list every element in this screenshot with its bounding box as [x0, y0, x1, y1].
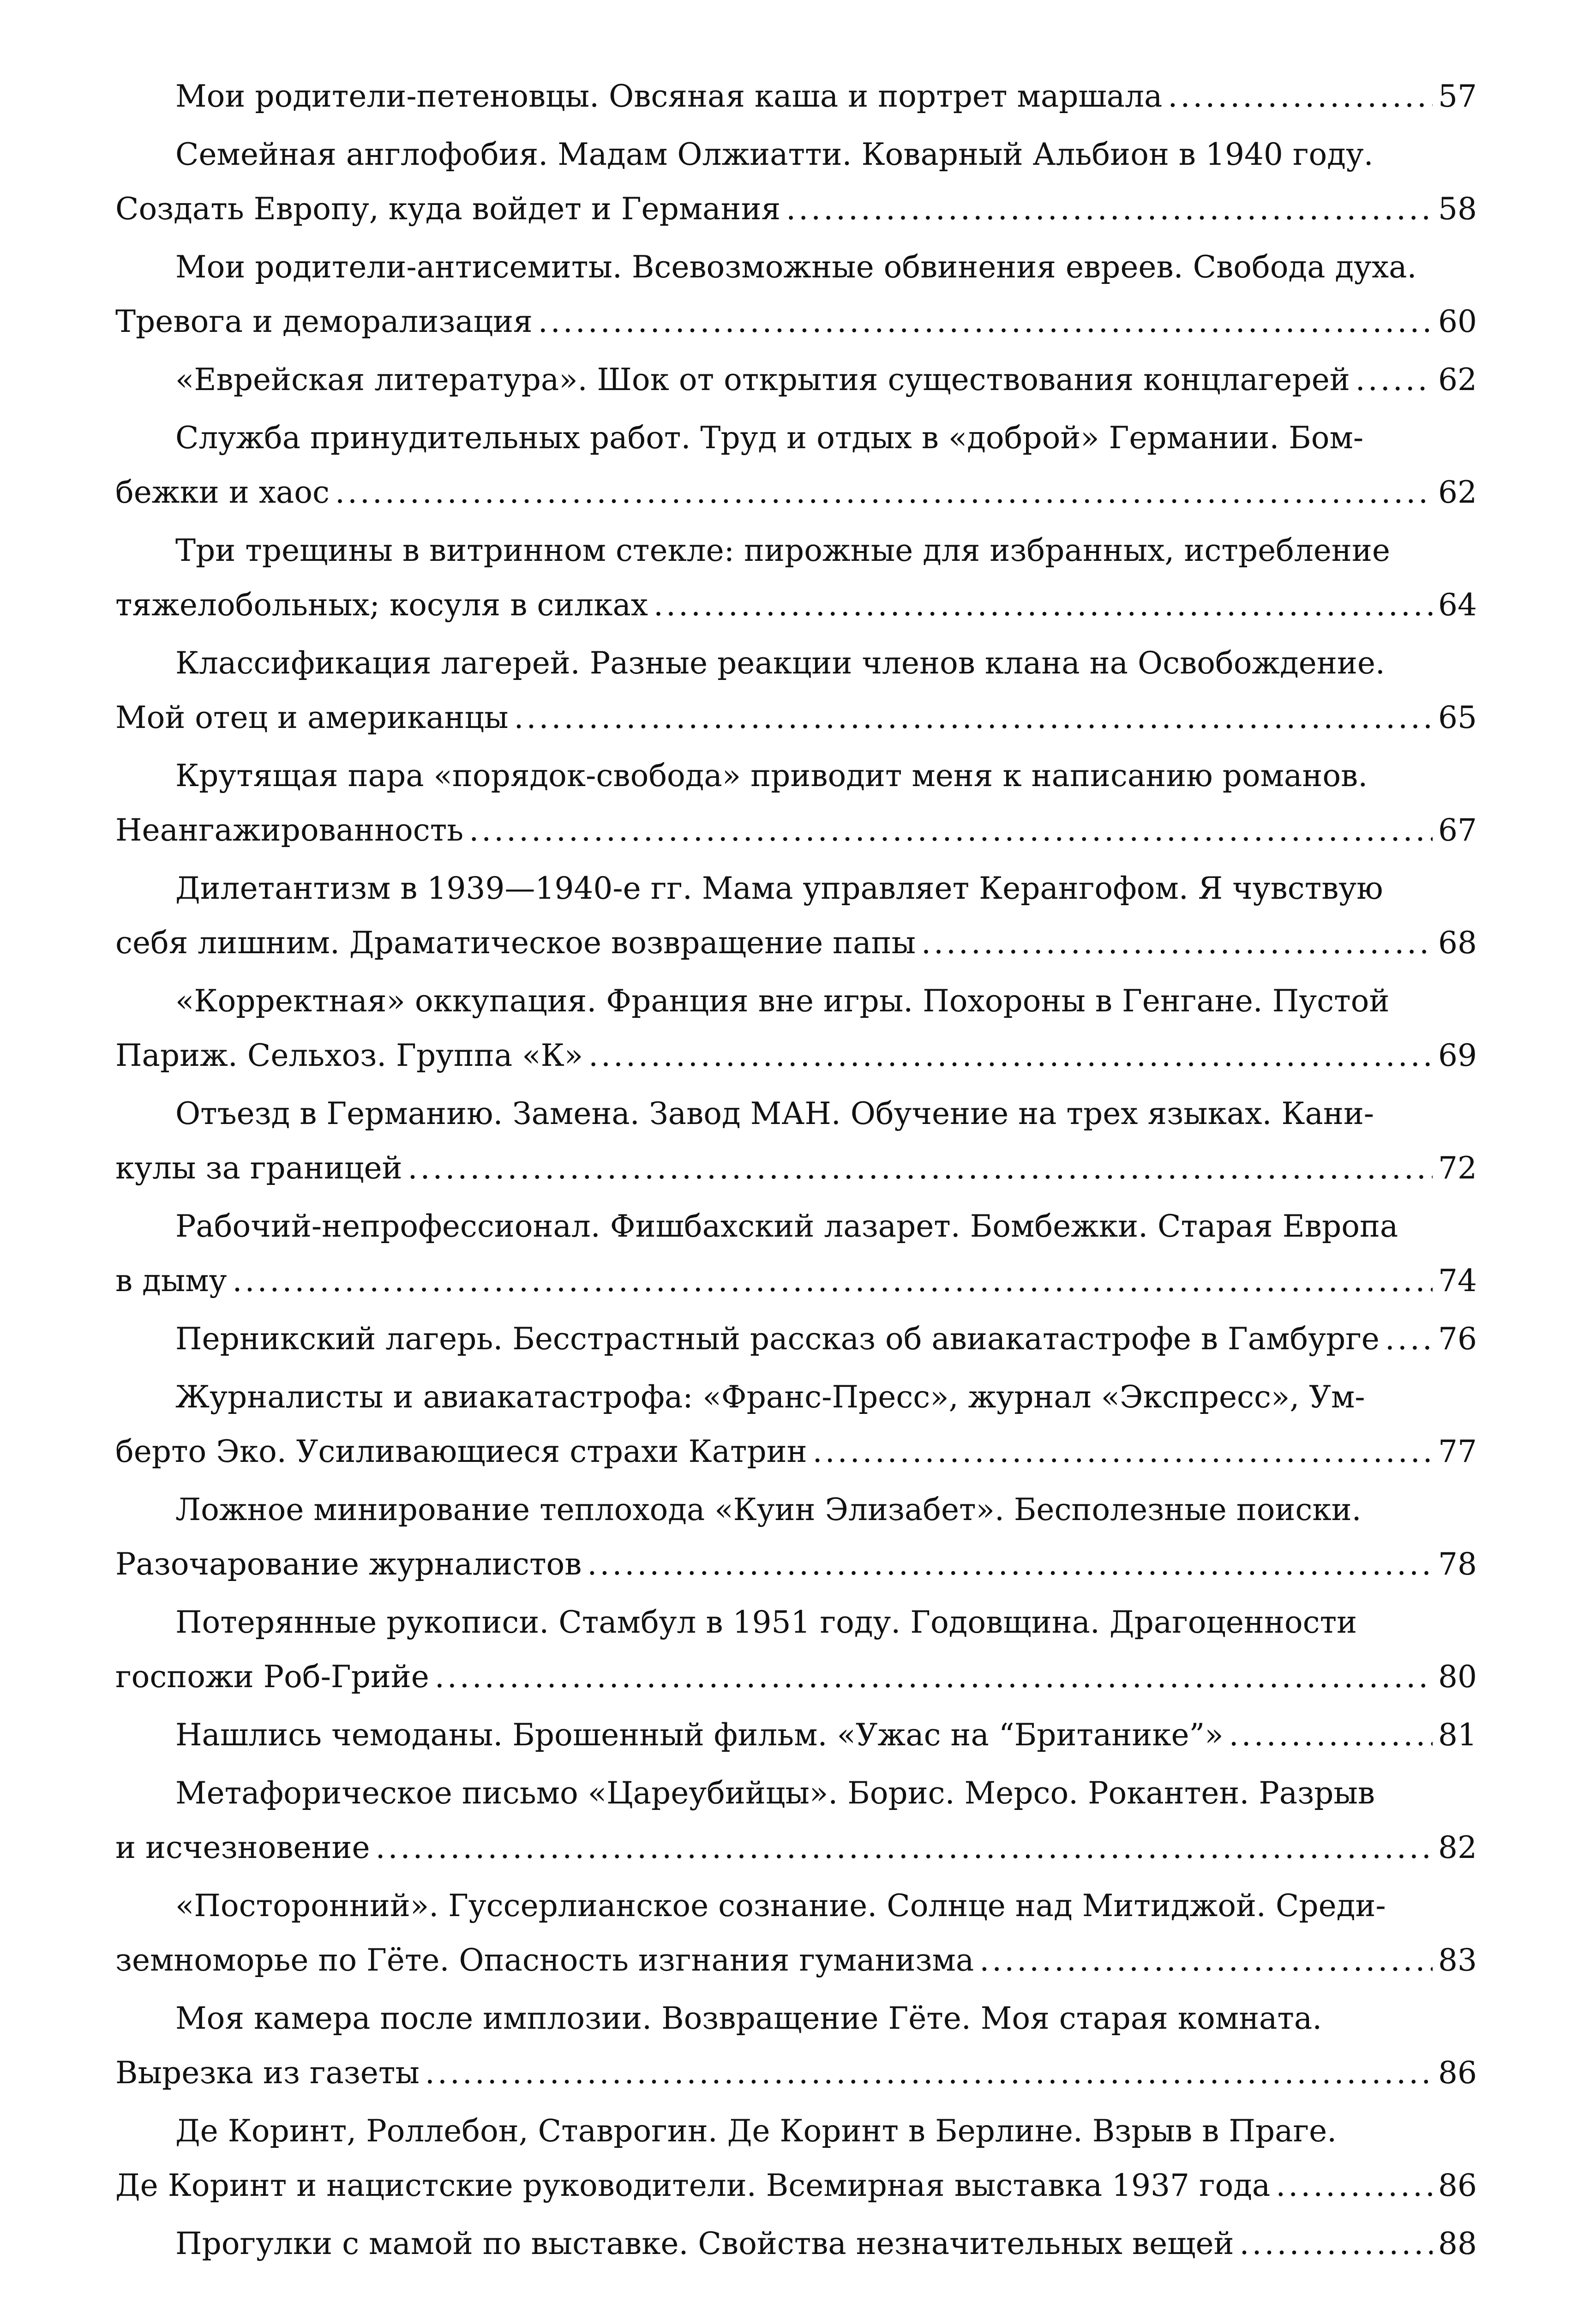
toc-page-number: 60: [1438, 304, 1477, 339]
toc-entry: [115, 2217, 1477, 2271]
toc-entry-text: и исчезновение: [115, 1830, 370, 1865]
toc-page-number: 65: [1438, 700, 1477, 735]
toc-entry-text: Классификация лагерей. Разные реакции членов клана на Освобождение.: [175, 645, 1385, 681]
dot-leader: [588, 1028, 1433, 1083]
toc-entry: [115, 1991, 1477, 2100]
toc-entry-line: [115, 1199, 1477, 1254]
toc-page-number: 58: [1438, 191, 1477, 227]
toc-entry-line: [115, 1708, 1477, 1762]
toc-entry-line: [115, 2046, 1477, 2100]
toc-entry-text: Отъезд в Германию. Замена. Завод МАН. Обучение на трех языках. Кани-: [175, 1096, 1374, 1131]
toc-entry-line: [115, 69, 1477, 124]
dot-leader: [425, 2046, 1433, 2100]
dot-leader: [786, 182, 1433, 236]
toc-page-number: 81: [1438, 1717, 1477, 1753]
toc-entry-line: [115, 1879, 1477, 1933]
toc-entry-text: Де Коринт, Роллебон, Ставрогин. Де Коринт в Берлине. Взрыв в Праге.: [175, 2113, 1337, 2149]
toc-entry-text: в дыму: [115, 1263, 227, 1298]
toc-entry-line: [115, 749, 1477, 803]
toc-entry: [115, 523, 1477, 632]
toc-entry-text: Де Коринт и нацистские руководители. Всемирная выставка 1937 года: [115, 2168, 1271, 2203]
toc-entry-text: «Корректная» оккупация. Франция вне игры. Похороны в Генгане. Пустой: [175, 983, 1390, 1019]
toc-entry: [115, 1087, 1477, 1196]
toc-entry-line: [115, 1766, 1477, 1821]
dot-leader: [921, 916, 1433, 970]
toc-entry: [115, 127, 1477, 236]
toc-entry: [115, 861, 1477, 970]
toc-entry-text: земноморье по Гёте. Опасность изгнания гуманизма: [115, 1942, 974, 1978]
toc-entry-text: бежки и хаос: [115, 475, 330, 510]
toc-entry-text: Ложное минирование теплохода «Куин Элизабет». Бесполезные поиски.: [175, 1492, 1362, 1527]
toc-page-number: 72: [1438, 1150, 1477, 1186]
toc-entry: [115, 1595, 1477, 1704]
toc-page-number: 86: [1438, 2055, 1477, 2091]
toc-entry-text: Париж. Сельхоз. Группа «К»: [115, 1038, 583, 1073]
dot-leader: [335, 465, 1433, 520]
toc-entry-line: [115, 916, 1477, 970]
toc-entry-text: Метафорическое письмо «Цареубийцы». Борис. Мерсо. Рокантен. Разрыв: [175, 1775, 1375, 1811]
toc-page-number: 67: [1438, 812, 1477, 848]
toc-entry-text: «Посторонний». Гуссерлианское сознание. Солнце над Митиджой. Среди-: [175, 1888, 1386, 1923]
toc-entry-line: [115, 1254, 1477, 1308]
toc-entry-text: Рабочий-непрофессионал. Фишбахский лазарет. Бомбежки. Старая Европа: [175, 1208, 1398, 1244]
toc-entry-text: Дилетантизм в 1939—1940-е гг. Мама управляет Керангофом. Я чувствую: [175, 871, 1383, 906]
toc-entry-line: [115, 1933, 1477, 1988]
toc-entry: [115, 1312, 1477, 1366]
toc-entry: [115, 749, 1477, 858]
toc-page-number: 76: [1438, 1321, 1477, 1357]
toc-entry-line: [115, 691, 1477, 745]
toc-entry-text: Служба принудительных работ. Труд и отдых в «доброй» Германии. Бом-: [175, 420, 1364, 456]
dot-leader: [979, 1933, 1433, 1988]
toc-entry-text: Перникский лагерь. Бесстрастный рассказ об авиакатастрофе в Гамбурге: [175, 1321, 1380, 1357]
toc-entry-text: Мой отец и американцы: [115, 700, 509, 735]
toc-entry: [115, 1766, 1477, 1875]
toc-entry-line: [115, 465, 1477, 520]
toc-entry-text: Разочарование журналистов: [115, 1546, 582, 1582]
toc-entry-line: [115, 1028, 1477, 1083]
toc-page-number: 62: [1438, 475, 1477, 510]
toc-entry-line: [115, 1991, 1477, 2046]
toc-entry: [115, 1199, 1477, 1308]
dot-leader: [435, 1650, 1433, 1704]
toc-entry: [115, 636, 1477, 745]
toc-entry-line: [115, 182, 1477, 236]
toc-page-number: 82: [1438, 1830, 1477, 1865]
toc-entry-line: [115, 411, 1477, 465]
toc-entry-text: Создать Европу, куда войдет и Германия: [115, 191, 781, 227]
toc-entry-line: [115, 2104, 1477, 2158]
toc-entry-text: Семейная англофобия. Мадам Олжиатти. Коварный Альбион в 1940 году.: [175, 137, 1374, 172]
dot-leader: [469, 803, 1433, 858]
toc-page-number: 68: [1438, 925, 1477, 961]
toc-entry-line: [115, 2217, 1477, 2271]
toc-entry-text: берто Эко. Усиливающиеся страхи Катрин: [115, 1434, 807, 1469]
toc-page-number: 77: [1438, 1434, 1477, 1469]
toc-page-number: 80: [1438, 1659, 1477, 1695]
toc-entry-line: [115, 1821, 1477, 1875]
toc-entry-text: себя лишним. Драматическое возвращение папы: [115, 925, 916, 961]
toc-entry: [115, 353, 1477, 407]
toc-entry-line: [115, 578, 1477, 632]
dot-leader: [1276, 2158, 1433, 2213]
toc-entry-line: [115, 636, 1477, 691]
toc-entry-text: Нашлись чемоданы. Брошенный фильм. «Ужас на “Британике”»: [175, 1717, 1224, 1753]
toc-page-number: 83: [1438, 1942, 1477, 1978]
toc-entry-line: [115, 1141, 1477, 1196]
toc-page-number: 88: [1438, 2226, 1477, 2261]
toc-entry: [115, 411, 1477, 520]
dot-leader: [1356, 353, 1433, 407]
toc-entry: [115, 2104, 1477, 2213]
dot-leader: [587, 1537, 1433, 1592]
toc-entry-line: [115, 1312, 1477, 1366]
toc-entry-text: тяжелобольных; косуля в силках: [115, 587, 648, 623]
toc-entry-text: Мои родители-антисемиты. Всевозможные обвинения евреев. Свобода духа.: [175, 249, 1417, 285]
toc-entry-line: [115, 295, 1477, 349]
toc-entry: [115, 1708, 1477, 1762]
dot-leader: [1385, 1312, 1433, 1366]
toc-entry-line: [115, 1650, 1477, 1704]
toc-entry: [115, 240, 1477, 349]
toc-entry-text: Неангажированность: [115, 812, 464, 848]
dot-leader: [514, 691, 1433, 745]
toc-entry-text: Моя камера после имплозии. Возвращение Гёте. Моя старая комната.: [175, 2001, 1322, 2036]
dot-leader: [1229, 1708, 1433, 1762]
toc-entry: [115, 69, 1477, 124]
toc-entry-line: [115, 1537, 1477, 1592]
toc-entry-line: [115, 974, 1477, 1028]
toc-page-number: 78: [1438, 1546, 1477, 1582]
dot-leader: [1168, 69, 1433, 124]
toc-entry-text: Крутящая пара «порядок-свобода» приводит меня к написанию романов.: [175, 758, 1368, 793]
dot-leader: [813, 1424, 1433, 1479]
toc-entry-line: [115, 353, 1477, 407]
toc-page-number: 69: [1438, 1038, 1477, 1073]
toc-entry-line: [115, 1424, 1477, 1479]
toc-entry-line: [115, 861, 1477, 916]
dot-leader: [232, 1254, 1433, 1308]
dot-leader: [654, 578, 1433, 632]
dot-leader: [408, 1141, 1433, 1196]
toc-page-number: 64: [1438, 587, 1477, 623]
toc-entry-line: [115, 127, 1477, 182]
toc-entry-text: Мои родители-петеновцы. Овсяная каша и портрет маршала: [175, 78, 1163, 114]
toc-entry-text: Тревога и деморализация: [115, 304, 533, 339]
toc-entry-text: «Еврейская литература». Шок от открытия существования концлагерей: [175, 362, 1350, 397]
toc-entry: [115, 1879, 1477, 1988]
toc-entry-text: Журналисты и авиакатастрофа: «Франс-Пресс», журнал «Экспресс», Ум-: [175, 1379, 1365, 1415]
toc-entry-line: [115, 1087, 1477, 1141]
toc-entry-line: [115, 1370, 1477, 1424]
toc-page-number: 74: [1438, 1263, 1477, 1298]
toc-entry-line: [115, 1483, 1477, 1537]
toc-entry: [115, 1370, 1477, 1479]
toc-entry-line: [115, 803, 1477, 858]
toc-entry: [115, 974, 1477, 1083]
toc-entry-line: [115, 1595, 1477, 1650]
dot-leader: [376, 1821, 1433, 1875]
dot-leader: [1240, 2217, 1433, 2271]
toc-entry-text: кулы за границей: [115, 1150, 402, 1186]
table-of-contents: [115, 69, 1477, 2275]
toc-entry-line: [115, 523, 1477, 578]
toc-entry-text: Вырезка из газеты: [115, 2055, 420, 2091]
toc-entry: [115, 1483, 1477, 1592]
toc-page-number: 62: [1438, 362, 1477, 397]
dot-leader: [538, 295, 1433, 349]
toc-entry-text: Потерянные рукописи. Стамбул в 1951 году. Годовщина. Драгоценности: [175, 1605, 1357, 1640]
toc-entry-text: госпожи Роб-Грийе: [115, 1659, 429, 1695]
toc-page-number: 57: [1438, 78, 1477, 114]
toc-entry-text: Три трещины в витринном стекле: пирожные для избранных, истребление: [175, 533, 1390, 568]
toc-entry-line: [115, 2158, 1477, 2213]
toc-entry-text: Прогулки с мамой по выставке. Свойства незначительных вещей: [175, 2226, 1234, 2261]
toc-page-number: 86: [1438, 2168, 1477, 2203]
toc-entry-line: [115, 240, 1477, 295]
